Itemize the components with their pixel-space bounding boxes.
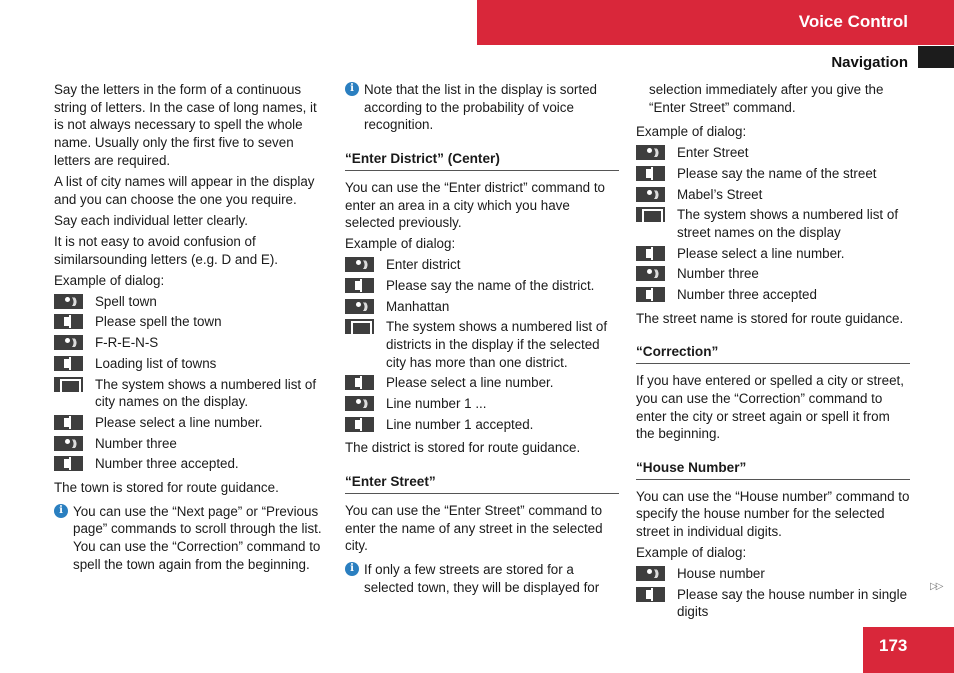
info-text: If only a few streets are stored for a selected town, they will be displayed for (364, 561, 600, 595)
dialog-row (345, 256, 619, 274)
dialog-text: Please select a line number. (677, 245, 845, 261)
dialog-example-label: Example of dialog: (54, 273, 165, 289)
dialog-text: Mabel’s Street (677, 186, 763, 202)
dialog-row (636, 245, 910, 263)
system-speech-icon (636, 246, 665, 261)
subsection-title: Navigation (831, 54, 908, 71)
dialog-text: Loading list of towns (95, 355, 217, 371)
info-text: Note that the list in the display is sorted according to the probability of voice recognition. (364, 82, 597, 133)
dialog-row (636, 565, 910, 583)
dialog-row (54, 414, 328, 432)
dialog-example-label: Example of dialog: (636, 124, 747, 140)
dialog-text: Line number 1 ... (386, 396, 487, 412)
section-tab-marker (918, 46, 954, 68)
dialog-row (54, 455, 328, 473)
dialog-row (345, 416, 619, 434)
dialog-row (636, 265, 910, 283)
voice-input-icon (636, 187, 665, 202)
dialog-row (636, 144, 910, 162)
dialog-row (345, 374, 619, 392)
dialog-text: The system shows a numbered list of districts in the display if the selected city has more than one district. (386, 319, 608, 370)
paragraph: Say the letters in the form of a continuous string of letters. In the case of long names, it is not always necessary to spell the whole name. Usually only the first five to seven letters are required. (54, 82, 317, 168)
dialog-row (54, 293, 328, 311)
dialog-list (54, 293, 328, 473)
dialog-text: Enter Street (677, 145, 749, 161)
paragraph: A list of city names will appear in the display and you can choose the one you require. (54, 174, 315, 207)
paragraph: The street name is stored for route guidance. (636, 310, 904, 326)
dialog-text: Please select a line number. (386, 375, 554, 391)
dialog-row (345, 277, 619, 295)
info-note (54, 503, 328, 574)
next-page-arrows: ▷▷ (930, 581, 942, 592)
voice-input-icon (54, 436, 83, 451)
paragraph: It is not easy to avoid confusion of similarsounding letters (e.g. D and E). (54, 234, 279, 267)
dialog-row (54, 376, 328, 411)
paragraph: The town is stored for route guidance. (54, 480, 279, 496)
system-speech-icon (636, 166, 665, 181)
info-note (345, 81, 619, 134)
dialog-text: F-R-E-N-S (95, 335, 159, 351)
dialog-row (54, 435, 328, 453)
section-heading-correction: “Correction” (636, 343, 910, 364)
dialog-row (54, 355, 328, 373)
dialog-text: Please say the name of the district. (386, 277, 595, 293)
dialog-text: Spell town (95, 293, 157, 309)
section-heading-enter-street: “Enter Street” (345, 473, 619, 494)
dialog-row (345, 298, 619, 316)
paragraph: The district is stored for route guidance. (345, 440, 581, 456)
dialog-text: Please say the house number in single digits (677, 586, 908, 620)
voice-input-icon (636, 566, 665, 581)
dialog-text: House number (677, 565, 765, 581)
dialog-text: Number three (677, 266, 759, 282)
dialog-list (636, 144, 910, 304)
page-number-box (863, 627, 954, 673)
paragraph: Say each individual letter clearly. (54, 212, 249, 228)
dialog-row (345, 318, 619, 371)
system-speech-icon (54, 314, 83, 329)
paragraph: If you have entered or spelled a city or street, you can use the “Correction” command to enter the city or street again or spell it from the beginning. (636, 373, 904, 442)
system-speech-icon (345, 375, 374, 390)
column-1 (54, 81, 328, 574)
dialog-row (636, 286, 910, 304)
system-speech-icon (345, 278, 374, 293)
paragraph: You can use the “House number” command to specify the house number for the selected street in individual digits. (636, 488, 910, 540)
page-number: 173 (879, 636, 908, 655)
voice-input-icon (54, 294, 83, 309)
voice-input-icon (54, 335, 83, 350)
dialog-text: Number three accepted (677, 287, 817, 303)
info-icon: i (345, 82, 359, 96)
dialog-list (345, 256, 619, 433)
section-heading-house-number: “House Number” (636, 459, 910, 480)
section-heading-enter-district: “Enter District” (Center) (345, 150, 619, 171)
paragraph: selection immediately after you give the “Enter Street” command. (649, 82, 884, 115)
display-icon (54, 377, 83, 392)
paragraph: You can use the “Enter district” command to enter an area in a city which you have selected previously. (345, 179, 606, 231)
dialog-text: Please select a line number. (95, 414, 263, 430)
system-speech-icon (636, 587, 665, 602)
info-note (345, 561, 619, 596)
dialog-example-label: Example of dialog: (636, 545, 747, 561)
info-text: You can use the “Next page” or “Previous page” commands to scroll through the list. You can use the “Correction” command to spell the town again from the beginning. (73, 503, 322, 572)
dialog-list (636, 565, 910, 621)
dialog-example-label: Example of dialog: (345, 236, 456, 252)
paragraph: You can use the “Enter Street” command to enter the name of any street in the selected city. (345, 502, 603, 554)
dialog-text: Number three (95, 435, 177, 451)
dialog-row (636, 586, 910, 621)
voice-input-icon (345, 257, 374, 272)
dialog-text: Line number 1 accepted. (386, 416, 534, 432)
info-icon: i (345, 562, 359, 576)
dialog-text: Number three accepted. (95, 456, 239, 472)
dialog-row (345, 395, 619, 413)
column-2 (345, 81, 619, 596)
dialog-text: Please say the name of the street (677, 165, 877, 181)
column-3 (636, 81, 910, 621)
dialog-row (54, 334, 328, 352)
voice-input-icon (345, 299, 374, 314)
dialog-text: Please spell the town (95, 314, 222, 330)
system-speech-icon (54, 456, 83, 471)
system-speech-icon (636, 287, 665, 302)
dialog-row (636, 165, 910, 183)
dialog-text: The system shows a numbered list of city names on the display. (95, 376, 317, 410)
dialog-text: Manhattan (386, 298, 450, 314)
display-icon (345, 319, 374, 334)
dialog-row (636, 186, 910, 204)
display-icon (636, 207, 665, 222)
dialog-text: Enter district (386, 257, 461, 273)
info-icon: i (54, 504, 68, 518)
system-speech-icon (345, 417, 374, 432)
dialog-text: The system shows a numbered list of street names on the display (677, 207, 899, 240)
section-title: Voice Control (798, 12, 908, 31)
system-speech-icon (54, 356, 83, 371)
dialog-row (636, 206, 910, 241)
system-speech-icon (54, 415, 83, 430)
voice-input-icon (636, 145, 665, 160)
voice-input-icon (636, 266, 665, 281)
voice-input-icon (345, 396, 374, 411)
dialog-row (54, 313, 328, 331)
